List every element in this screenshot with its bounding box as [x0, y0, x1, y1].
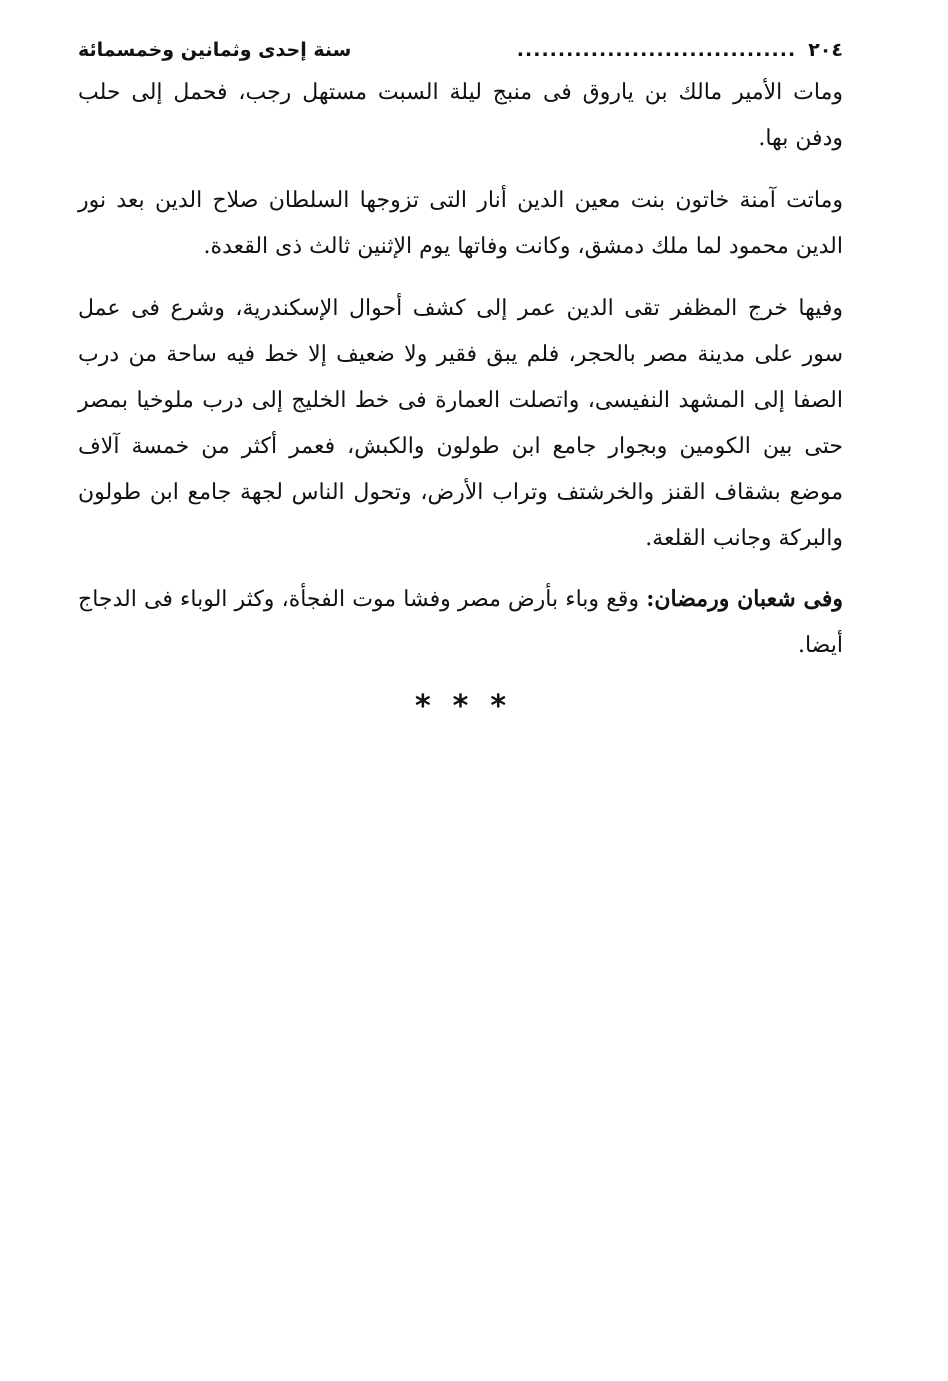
running-title: سنة إحدى وثمانين وخمسمائة [78, 39, 352, 61]
paragraph-death-amina [78, 178, 843, 270]
section-separator: *** [414, 689, 529, 724]
running-header [78, 36, 843, 66]
document-page [78, 36, 843, 727]
header-leader-dots: .................................. [516, 39, 797, 61]
paragraph-text: وقع وباء بأرض مصر وفشا موت الفجأة، وكثر الوباء فى الدجاج أيضا. [78, 587, 843, 658]
paragraph-city-wall [78, 286, 843, 562]
paragraph-lead: وفى شعبان ورمضان: [646, 586, 844, 612]
paragraph-text: وماتت آمنة خاتون بنت معين الدين أنار التى تزوجها السلطان صلاح الدين بعد نور الدين محمود لما ملك دمشق، وكانت وفاتها يوم الإثنين ثالث ذى القعدة. [78, 188, 843, 259]
paragraph-text: وفيها خرج المظفر تقى الدين عمر إلى كشف أحوال الإسكندرية، وشرع فى عمل سور على مدينة مصر بالحجر، فلم يبق فقير ولا ضعيف إلا خط فيه ساحة من درب الصفا إلى المشهد النفيسى، واتصلت العمارة فى خط الخليج إلى درب ملوخيا بمصر حتى بين الكومين وبجوار جامع ابن طولون والكبش، فعمر أكثر من خمسة آلاف موضع بشقاف القنز والخرشتف وتراب الأرض، وتحول الناس لجهة جامع ابن طولون والبركة وجانب القلعة. [78, 296, 843, 551]
page-number: ٢٠٤ [808, 39, 843, 61]
paragraph-epidemic [78, 576, 843, 669]
paragraph-death-malik [78, 70, 843, 162]
paragraph-text: ومات الأمير مالك بن ياروق فى منبج ليلة السبت مستهل رجب، فحمل إلى حلب ودفن بها. [78, 80, 843, 151]
